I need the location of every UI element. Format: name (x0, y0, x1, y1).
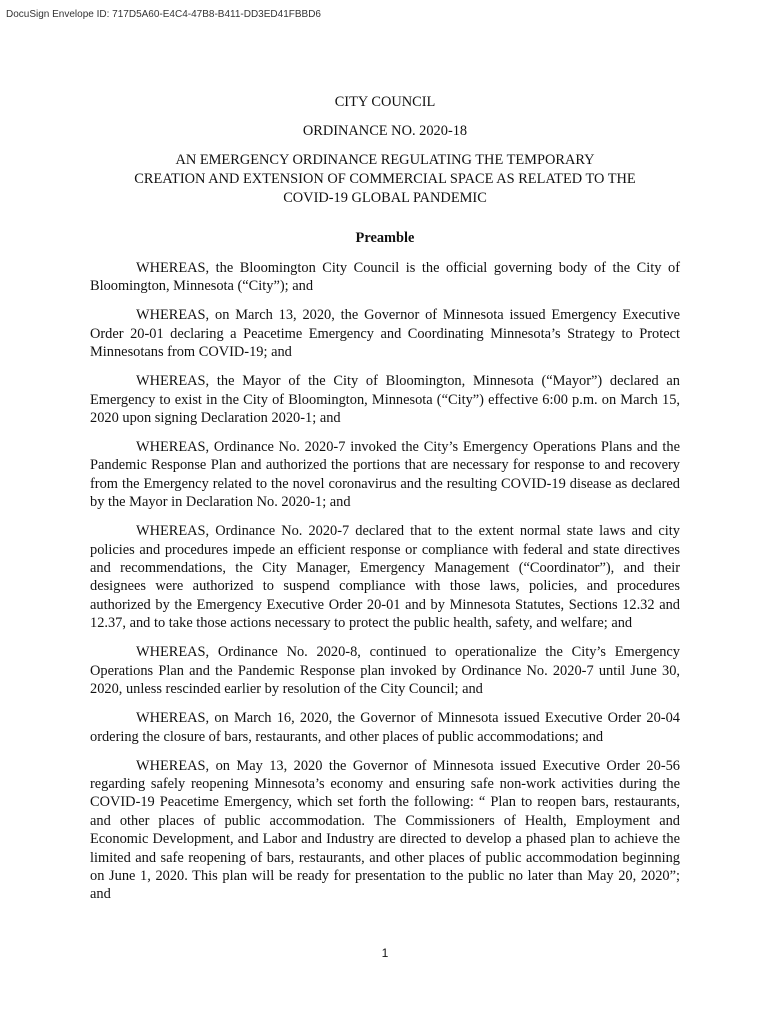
page-number: 1 (381, 946, 389, 960)
ordinance-title-line-2: CREATION AND EXTENSION OF COMMERCIAL SPACE AS RELATED TO THE (134, 171, 636, 187)
preamble-heading: Preamble (355, 230, 415, 246)
whereas-paragraph-1: WHEREAS, the Bloomington City Council is the official governing body of the City of Bloomington, Minnesota (“City”); and (90, 260, 680, 295)
ordinance-title (0, 151, 770, 208)
whereas-paragraph-5: WHEREAS, Ordinance No. 2020-7 declared that to the extent normal state laws and city policies and procedures impede an efficient response or compliance with federal and state directives and recommendations, the City Manager, Emergency Management (“Coordinator”), and their designees were authorized to suspend compliance with those laws, policies, and procedures authorized by the Emergency Executive Order 20-01 and by Minnesota Statutes, Sections 12.32 and 12.37, and to take those actions necessary to protect the public health, safety, and welfare; and (90, 523, 680, 632)
docusign-envelope-id: DocuSign Envelope ID: 717D5A60-E4C4-47B8-B411-DD3ED41FBBD6 (6, 9, 321, 20)
ordinance-title-line-1: AN EMERGENCY ORDINANCE REGULATING THE TEMPORARY (175, 152, 595, 168)
whereas-paragraph-2: WHEREAS, on March 13, 2020, the Governor of Minnesota issued Emergency Executive Order 20-01 declaring a Peacetime Emergency and Coordinating Minnesota’s Strategy to Protect Minnesotans from COVID-19; and (90, 307, 680, 361)
council-heading: CITY COUNCIL (334, 94, 436, 110)
whereas-paragraph-4: WHEREAS, Ordinance No. 2020-7 invoked the City’s Emergency Operations Plans and the Pandemic Response Plan and authorized the portions that are necessary for response to and recovery from the Emergency related to the novel coronavirus and the resulting COVID-19 disease as declared by the Mayor in Declaration No. 2020-1; and (90, 439, 680, 511)
ordinance-number: ORDINANCE NO. 2020-18 (302, 123, 468, 139)
whereas-paragraph-6: WHEREAS, Ordinance No. 2020-8, continued to operationalize the City’s Emergency Operations Plan and the Pandemic Response plan invoked by Ordinance No. 2020-7 until June 30, 2020, unless rescinded earlier by resolution of the City Council; and (90, 644, 680, 698)
preamble-body (90, 259, 680, 914)
whereas-paragraph-8: WHEREAS, on May 13, 2020 the Governor of Minnesota issued Executive Order 20-56 regarding safely reopening Minnesota’s economy and ensuring safe non-work activities during the COVID-19 Peacetime Emergency, which set forth the following: “ Plan to reopen bars, restaurants, and other places of public accommodation. The Commissioners of Health, Employment and Economic Development, and Labor and Industry are directed to develop a phased plan to achieve the limited and safe reopening of bars, restaurants, and other places of public accommodation beginning on June 1, 2020. This plan will be ready for presentation to the public no later than May 20, 2020”; and (90, 757, 680, 903)
whereas-paragraph-7: WHEREAS, on March 16, 2020, the Governor of Minnesota issued Executive Order 20-04 ordering the closure of bars, restaurants, and other places of public accommodations; and (90, 710, 680, 745)
whereas-paragraph-3: WHEREAS, the Mayor of the City of Bloomington, Minnesota (“Mayor”) declared an Emergency to exist in the City of Bloomington, Minnesota (“City”) effective 6:00 p.m. on March 15, 2020 upon signing Declaration 2020-1; and (90, 373, 680, 427)
ordinance-title-line-3: COVID-19 GLOBAL PANDEMIC (283, 190, 487, 206)
